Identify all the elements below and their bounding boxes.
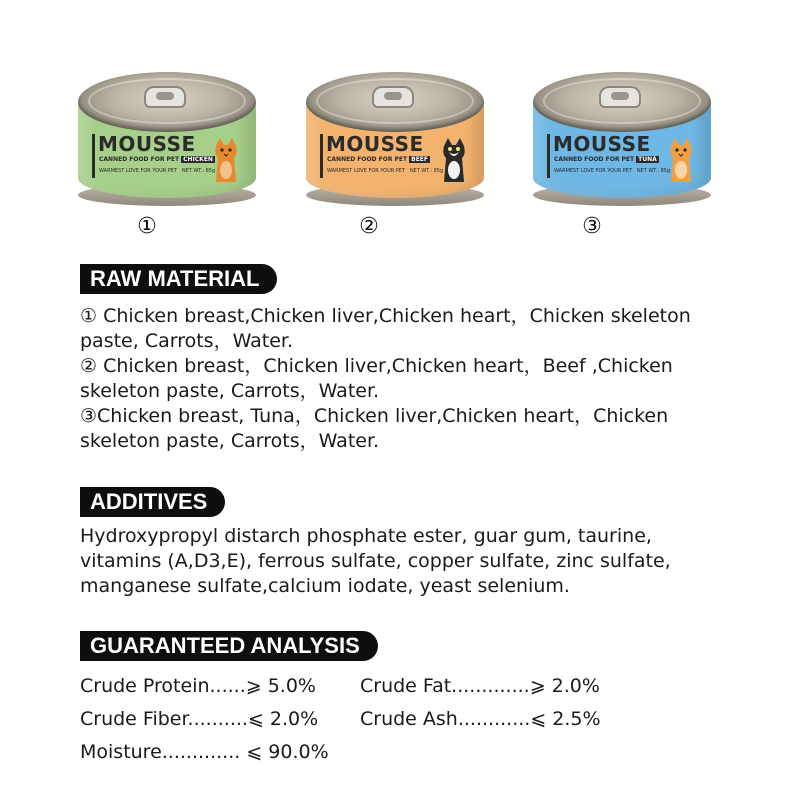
can-tagline: WARMEST LOVE FOR YOUR PET NET WT.: 85g bbox=[327, 168, 444, 174]
label-accent-bar bbox=[547, 134, 550, 178]
raw-material-line: ③Chicken breast, Tuna，Chicken liver,Chicken heart，Chicken bbox=[80, 405, 669, 427]
analysis-crude-ash: Crude Ash............⩽ 2.5% bbox=[360, 708, 601, 730]
can-tagline: WARMEST LOVE FOR YOUR PET NET WT.: 85g bbox=[99, 168, 216, 174]
can-flavor: TUNA bbox=[638, 156, 657, 163]
pull-tab-icon bbox=[372, 86, 414, 108]
analysis-crude-fat: Crude Fat.............⩾ 2.0% bbox=[360, 675, 600, 697]
raw-material-text bbox=[80, 304, 691, 454]
can-flavor: BEEF bbox=[411, 156, 428, 163]
can-number: ② bbox=[359, 214, 379, 239]
can-number: ③ bbox=[582, 214, 602, 239]
can-brand: MOUSSE bbox=[553, 132, 651, 156]
can-tagline: WARMEST LOVE FOR YOUR PET NET WT.: 85g bbox=[554, 168, 671, 174]
raw-material-line: ② Chicken breast，Chicken liver,Chicken heart，Beef ,Chicken bbox=[80, 355, 673, 377]
can-brand: MOUSSE bbox=[98, 132, 196, 156]
additives-heading: ADDITIVES bbox=[80, 487, 225, 517]
pull-tab-icon bbox=[144, 86, 186, 108]
analysis-crude-protein: Crude Protein......⩾ 5.0% bbox=[80, 675, 316, 697]
product-can-chicken bbox=[78, 72, 256, 208]
label-accent-bar bbox=[320, 134, 323, 178]
orange-cat-icon bbox=[667, 136, 695, 184]
label-accent-bar bbox=[92, 134, 95, 178]
raw-material-line: skeleton paste, Carrots，Water. bbox=[80, 380, 380, 402]
additives-text bbox=[80, 524, 671, 599]
orange-cat-icon bbox=[212, 136, 240, 184]
can-subtitle: CANNED FOOD FOR PET BEEF bbox=[327, 156, 428, 163]
raw-material-line: skeleton paste, Carrots，Water. bbox=[80, 430, 380, 452]
can-weight: NET WT.: 85g bbox=[636, 168, 671, 174]
can-brand: MOUSSE bbox=[326, 132, 424, 156]
can-subtitle: CANNED FOOD FOR PET CHICKEN bbox=[99, 156, 213, 163]
can-subtitle: CANNED FOOD FOR PET TUNA bbox=[554, 156, 657, 163]
guaranteed-analysis-heading: GUARANTEED ANALYSIS bbox=[80, 631, 378, 661]
raw-material-line: paste, Carrots，Water. bbox=[80, 330, 294, 352]
raw-material-heading: RAW MATERIAL bbox=[80, 264, 277, 294]
raw-material-line: ① Chicken breast,Chicken liver,Chicken heart，Chicken skeleton bbox=[80, 305, 691, 327]
additives-line: manganese sulfate,calcium iodate, yeast selenium. bbox=[80, 575, 570, 597]
can-weight: NET WT.: 85g bbox=[409, 168, 444, 174]
analysis-moisture: Moisture............. ⩽ 90.0% bbox=[80, 741, 329, 763]
pull-tab-icon bbox=[599, 86, 641, 108]
can-flavor: CHICKEN bbox=[183, 156, 213, 163]
black-white-cat-icon bbox=[440, 136, 468, 184]
product-can-tuna bbox=[533, 72, 711, 208]
additives-line: vitamins (A,D3,E), ferrous sulfate, copper sulfate, zinc sulfate, bbox=[80, 550, 671, 572]
can-weight: NET WT.: 85g bbox=[181, 168, 216, 174]
product-can-beef bbox=[306, 72, 484, 208]
can-number: ① bbox=[137, 214, 157, 239]
additives-line: Hydroxypropyl distarch phosphate ester, guar gum, taurine, bbox=[80, 525, 652, 547]
analysis-crude-fiber: Crude Fiber..........⩽ 2.0% bbox=[80, 708, 319, 730]
